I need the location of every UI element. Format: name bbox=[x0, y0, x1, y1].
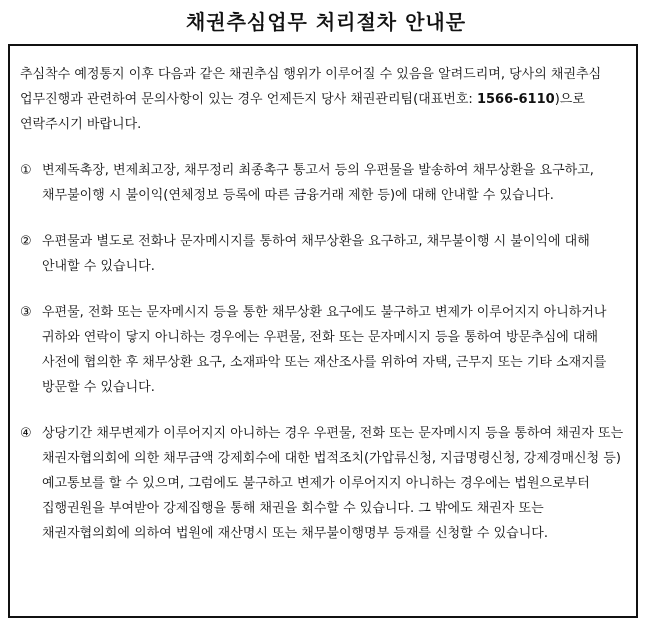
procedure-item-2 bbox=[20, 229, 626, 279]
item-number: ④ bbox=[20, 426, 32, 441]
procedure-item-4 bbox=[20, 421, 626, 546]
item-number: ③ bbox=[20, 305, 32, 320]
procedure-item-1 bbox=[20, 158, 626, 208]
item-text: 우편물, 전화 또는 문자메시지 등을 통한 채무상환 요구에도 불구하고 변제가 이루어지지 아니하거나 귀하와 연락이 닿지 아니하는 경우에는 우편물, 전화 또는 문자메시지 등을 통하여 방문추심에 대해 사전에 협의한 후 채무상환 요구, 소재파악 또는 재산조사를 위하여 자택, 근무지 또는 기타 소재지를 방문할 수 있습니다. bbox=[42, 305, 607, 395]
notice-box bbox=[8, 44, 638, 618]
item-text: 상당기간 채무변제가 이루어지지 아니하는 경우 우편물, 전화 또는 문자메시지 등을 통하여 채권자 또는 채권자협의회에 의한 채무금액 강제회수에 대한 법적조치(가압류신청, 지급명령신청, 강제경매신청 등) 예고통보를 할 수 있으며, 그럼에도 불구하고 변제가 이루어지지 아니하는 경우에는 법원으로부터 집행권원을 부여받아 강제집행을 통해 채권을 회수할 수 있습니다. 그 밖에도 채권자 또는 채권자협의회에 의하여 법원에 재산명시 또는 채무불이행명부 등재를 신청할 수 있습니다. bbox=[42, 426, 624, 541]
intro-paragraph bbox=[20, 62, 626, 137]
item-text: 변제독촉장, 변제최고장, 채무정리 최종촉구 통고서 등의 우편물을 발송하여 채무상환을 요구하고, 채무불이행 시 불이익(연체정보 등록에 따른 금융거래 제한 등)에 대해 안내할 수 있습니다. bbox=[42, 163, 594, 203]
document-title: 채권추심업무 처리절차 안내문 bbox=[185, 10, 467, 34]
intro-text: 추심착수 예정통지 이후 다음과 같은 채권추심 행위가 이루어질 수 있음을 알려드리며, 당사의 채권추심 업무진행과 관련하여 문의사항이 있는 경우 언제든지 당사 채권관리팀(대표번호: bbox=[20, 67, 602, 107]
phone-number: 1566-6110 bbox=[476, 92, 555, 107]
item-number: ① bbox=[20, 163, 32, 178]
item-number: ② bbox=[20, 234, 32, 249]
procedure-item-3 bbox=[20, 300, 626, 400]
item-text: 우편물과 별도로 전화나 문자메시지를 통하여 채무상환을 요구하고, 채무불이행 시 불이익에 대해 안내할 수 있습니다. bbox=[42, 234, 590, 274]
intro-text-end: )으로 연락주시기 바랍니다. bbox=[20, 92, 585, 132]
